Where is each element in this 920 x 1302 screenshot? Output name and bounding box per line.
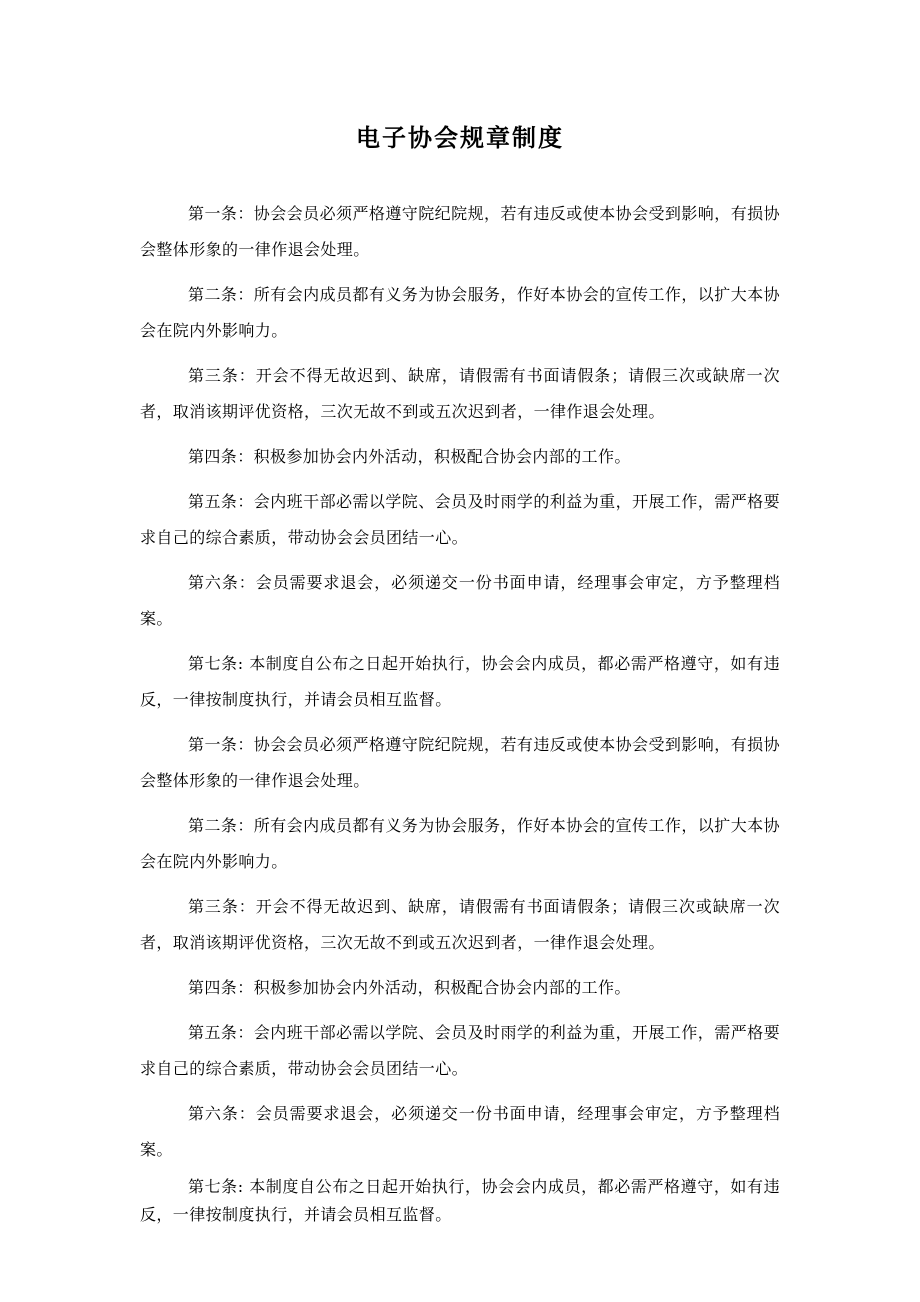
article-2-repeat: 第二条：所有会内成员都有义务为协会服务，作好本协会的宣传工作，以扩大本协会在院内外影响力。 — [140, 816, 780, 871]
article-5-repeat: 第五条：会内班干部必需以学院、会员及时雨学的利益为重，开展工作，需严格要求自己的综合素质，带动协会会员团结一心。 — [140, 1023, 780, 1078]
article-2: 第二条：所有会内成员都有义务为协会服务，作好本协会的宣传工作，以扩大本协会在院内外影响力。 — [140, 285, 780, 340]
article-5: 第五条：会内班干部必需以学院、会员及时雨学的利益为重，开展工作，需严格要求自己的综合素质，带动协会会员团结一心。 — [140, 492, 780, 547]
article-3-repeat: 第三条：开会不得无故迟到、缺席，请假需有书面请假条；请假三次或缺席一次者，取消该期评优资格，三次无故不到或五次迟到者，一律作退会处理。 — [140, 897, 780, 952]
article-7: 第七条: 本制度自公布之日起开始执行，协会会内成员，都必需严格遵守，如有违反，一律按制度执行，并请会员相互监督。 — [140, 654, 780, 709]
article-3: 第三条：开会不得无故迟到、缺席，请假需有书面请假条；请假三次或缺席一次者，取消该期评优资格，三次无故不到或五次迟到者，一律作退会处理。 — [140, 366, 780, 421]
document-title: 电子协会规章制度 — [356, 124, 564, 152]
document-body — [140, 196, 780, 1238]
article-6: 第六条：会员需要求退会，必须递交一份书面申请，经理事会审定，方予整理档案。 — [140, 573, 780, 628]
article-7-repeat: 第七条: 本制度自公布之日起开始执行，协会会内成员，都必需严格遵守，如有违反，一律按制度执行，并请会员相互监督。 — [140, 1177, 780, 1224]
article-4: 第四条：积极参加协会内外活动，积极配合协会内部的工作。 — [188, 447, 631, 466]
article-1: 第一条：协会会员必须严格遵守院纪院规，若有违反或使本协会受到影响，有损协会整体形象的一律作退会处理。 — [140, 204, 780, 259]
article-6-repeat: 第六条：会员需要求退会，必须递交一份书面申请，经理事会审定，方予整理档案。 — [140, 1104, 780, 1159]
article-1-repeat: 第一条：协会会员必须严格遵守院纪院规，若有违反或使本协会受到影响，有损协会整体形象的一律作退会处理。 — [140, 735, 780, 790]
article-4-repeat: 第四条：积极参加协会内外活动，积极配合协会内部的工作。 — [188, 978, 631, 997]
